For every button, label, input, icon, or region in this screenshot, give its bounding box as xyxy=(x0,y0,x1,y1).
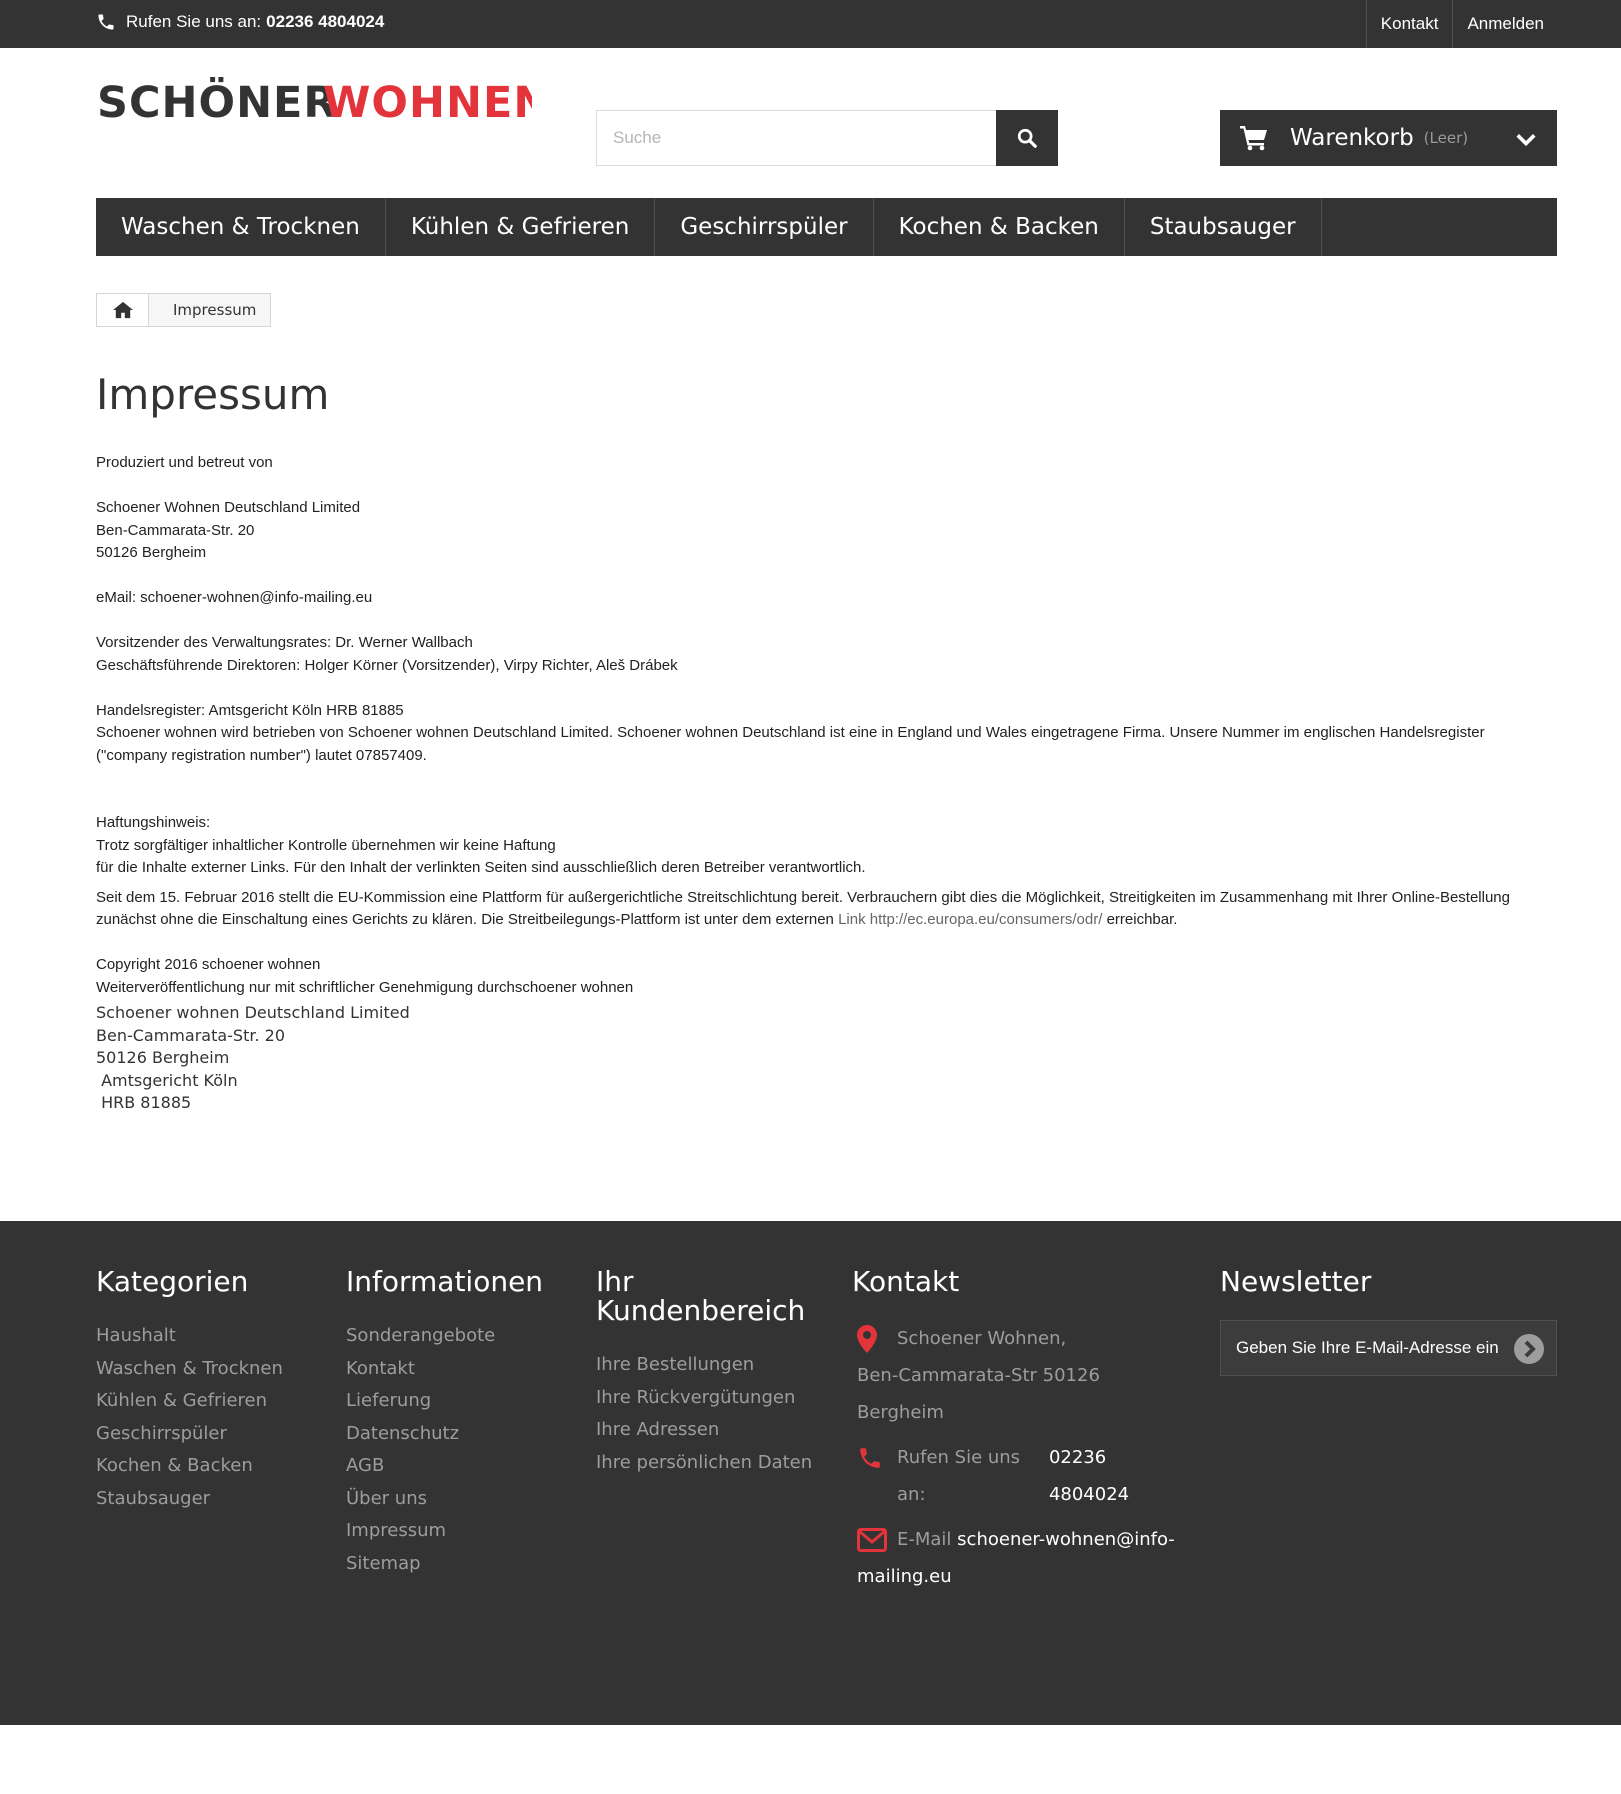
breadcrumb-home[interactable] xyxy=(97,294,149,326)
footer-email-link-2[interactable]: mailing.eu xyxy=(857,1566,952,1587)
liability-text-2: für die Inhalte externer Links. Für den Inhalt der verlinkten Seiten sind ausschließlich deren Betreiber verantwortlich. xyxy=(96,859,866,876)
footer-link-sitemap[interactable]: Sitemap xyxy=(346,1552,421,1574)
footer-link-geschirrspueler[interactable]: Geschirrspüler xyxy=(96,1422,227,1444)
address-street: Ben-Cammarata-Str. 20 xyxy=(96,1025,285,1045)
search-icon xyxy=(1016,127,1038,149)
footer-link-impressum[interactable]: Impressum xyxy=(346,1520,447,1541)
footer-kundenbereich-title-1: Ihr xyxy=(596,1265,634,1298)
footer-link-kontakt[interactable]: Kontakt xyxy=(346,1357,415,1379)
menu-item-kochen-backen[interactable]: Kochen & Backen xyxy=(874,198,1125,256)
odr-link[interactable]: Link http://ec.europa.eu/consumers/odr/ xyxy=(838,911,1103,928)
shopping-cart-icon xyxy=(1240,125,1268,151)
footer-kategorien xyxy=(96,1267,283,1515)
address-city: 50126 Bergheim xyxy=(96,1048,230,1067)
topbar-phone-number: 02236 4804024 xyxy=(266,12,385,31)
intro-text: Produziert und betreut von xyxy=(96,454,273,471)
footer-link-waschen-trocknen[interactable]: Waschen & Trocknen xyxy=(96,1357,283,1379)
company-street: Ben-Cammarata-Str. 20 xyxy=(96,521,255,539)
footer-link-rueckverguetungen[interactable]: Ihre Rückvergütungen xyxy=(596,1386,796,1408)
footer-phone-label: Rufen Sie uns an: xyxy=(897,1447,1021,1505)
footer-link-agb[interactable]: AGB xyxy=(346,1455,385,1476)
footer-link-persoenliche-daten[interactable]: Ihre persönlichen Daten xyxy=(596,1451,813,1473)
footer-phone xyxy=(857,1439,1182,1513)
home-icon xyxy=(112,301,134,319)
footer-link-bestellungen[interactable]: Ihre Bestellungen xyxy=(596,1354,755,1375)
cart-button[interactable] xyxy=(1220,110,1557,166)
cart-status: (Leer) xyxy=(1423,129,1469,147)
search-input[interactable] xyxy=(596,110,996,166)
footer-email-label: E-Mail xyxy=(897,1529,952,1550)
address-block xyxy=(96,1002,1536,1115)
odr-paragraph xyxy=(96,887,1536,932)
footer-address-line-2: Ben-Cammarata-Str 50126 Bergheim xyxy=(857,1365,1100,1423)
footer-kontakt-title: Kontakt xyxy=(852,1265,960,1298)
odr-text: Seit dem 15. Februar 2016 stellt die EU-Kommission eine Plattform für außergerichtliche Streitschlichtung bereit. Verbrauchern gibt dies die Möglichkeit, Streitigkeiten im Zusammenhang mit Ihrer Online-Bestellung zunächst ohne die Einschaltung eines Gerichts zu klären. Die Streitbeilegungs-Plattform ist unter dem externen xyxy=(96,888,1510,928)
menu-item-waschen-trocknen[interactable]: Waschen & Trocknen xyxy=(96,198,386,256)
footer-link-sonderangebote[interactable]: Sonderangebote xyxy=(346,1325,496,1346)
map-marker-icon xyxy=(857,1325,877,1353)
address-court: Amtsgericht Köln xyxy=(96,1070,238,1090)
top-bar xyxy=(0,0,1621,48)
cart-title: Warenkorb xyxy=(1290,125,1414,151)
company-name: Schoener Wohnen Deutschland Limited xyxy=(96,499,361,516)
menu-item-geschirrspueler[interactable]: Geschirrspüler xyxy=(655,198,873,256)
footer-link-datenschutz[interactable]: Datenschutz xyxy=(346,1422,460,1444)
footer xyxy=(0,1221,1621,1725)
newsletter-email-input[interactable] xyxy=(1236,1338,1506,1358)
topbar-link-kontakt[interactable]: Kontakt xyxy=(1366,0,1453,48)
footer-address xyxy=(857,1320,1182,1357)
breadcrumb-current: Impressum xyxy=(173,301,257,319)
footer-link-staubsauger[interactable]: Staubsauger xyxy=(96,1487,211,1509)
menu-item-kuehlen-gefrieren[interactable]: Kühlen & Gefrieren xyxy=(386,198,656,256)
chevron-down-icon xyxy=(1515,128,1537,150)
footer-link-haushalt[interactable]: Haushalt xyxy=(96,1325,176,1346)
footer-kundenbereich-title xyxy=(596,1267,812,1325)
topbar-links xyxy=(1366,0,1558,48)
impressum-content xyxy=(96,452,1536,1115)
footer-kundenbereich-title-2: Kundenbereich xyxy=(596,1294,806,1327)
footer-email-line-2 xyxy=(857,1558,1182,1595)
copyright-text: Copyright 2016 schoener wohnen xyxy=(96,956,321,973)
footer-newsletter xyxy=(1220,1267,1557,1376)
footer-kategorien-title: Kategorien xyxy=(96,1265,249,1298)
address-hrb: HRB 81885 xyxy=(96,1093,192,1112)
breadcrumb xyxy=(96,293,271,327)
odr-tail: erreichbar. xyxy=(1106,911,1178,928)
liability-title: Haftungshinweis: xyxy=(96,814,211,831)
site-logo[interactable] xyxy=(97,76,532,124)
newsletter-submit-button[interactable] xyxy=(1514,1334,1544,1368)
envelope-icon xyxy=(857,1528,887,1552)
phone-icon xyxy=(857,1445,883,1471)
company-city: 50126 Bergheim xyxy=(96,544,207,561)
footer-link-ueber-uns[interactable]: Über uns xyxy=(346,1487,427,1509)
logo-text-wohnen: WOHNEN xyxy=(323,78,532,124)
address-company: Schoener wohnen Deutschland Limited xyxy=(96,1003,410,1022)
footer-newsletter-title: Newsletter xyxy=(1220,1265,1372,1298)
footer-email-link[interactable]: schoener-wohnen@info- xyxy=(957,1529,1175,1550)
footer-informationen xyxy=(346,1267,543,1580)
liability-text-1: Trotz sorgfältiger inhaltlicher Kontrolle übernehmen wir keine Haftung xyxy=(96,836,556,854)
board-chair: Vorsitzender des Verwaltungsrates: Dr. Werner Wallbach xyxy=(96,634,473,651)
topbar-phone-label: Rufen Sie uns an: xyxy=(126,12,262,31)
topbar-link-anmelden[interactable]: Anmelden xyxy=(1452,0,1558,48)
chevron-circle-right-icon xyxy=(1514,1334,1544,1364)
directors: Geschäftsführende Direktoren: Holger Körner (Vorsitzender), Virpy Richter, Aleš Drábek xyxy=(96,656,678,674)
phone-icon xyxy=(96,12,116,32)
search-form xyxy=(596,110,1058,166)
register-text: Schoener wohnen wird betrieben von Schoener wohnen Deutschland Limited. Schoener wohnen Deutschland ist eine in England und Wales eingetragene Firma. Unsere Nummer im englischen Handelsregister ("company registration number") lautet 07857409. xyxy=(96,724,1485,764)
footer-link-kochen-backen[interactable]: Kochen & Backen xyxy=(96,1455,253,1476)
page-title: Impressum xyxy=(96,370,330,419)
main-menu xyxy=(96,198,1557,256)
footer-email xyxy=(857,1521,1182,1558)
logo-text-schoener: SCHÖNER xyxy=(97,78,338,124)
footer-informationen-title: Informationen xyxy=(346,1265,544,1298)
topbar-phone xyxy=(96,0,384,44)
footer-link-lieferung[interactable]: Lieferung xyxy=(346,1390,432,1411)
newsletter-form xyxy=(1220,1320,1557,1376)
footer-kundenbereich xyxy=(596,1267,812,1479)
footer-link-adressen[interactable]: Ihre Adressen xyxy=(596,1419,720,1440)
footer-address-line-1: Schoener Wohnen, xyxy=(897,1328,1067,1349)
menu-item-staubsauger[interactable]: Staubsauger xyxy=(1125,198,1322,256)
footer-link-kuehlen-gefrieren[interactable]: Kühlen & Gefrieren xyxy=(96,1390,268,1411)
company-email: eMail: schoener-wohnen@info-mailing.eu xyxy=(96,589,373,606)
footer-phone-number: 02236 4804024 xyxy=(1048,1447,1130,1505)
copyright-text-2: Weiterveröffentlichung nur mit schriftlicher Genehmigung durchschoener wohnen xyxy=(96,978,634,996)
search-button[interactable] xyxy=(996,110,1058,166)
register-line: Handelsregister: Amtsgericht Köln HRB 81885 xyxy=(96,701,404,719)
footer-kontakt xyxy=(852,1267,1182,1595)
